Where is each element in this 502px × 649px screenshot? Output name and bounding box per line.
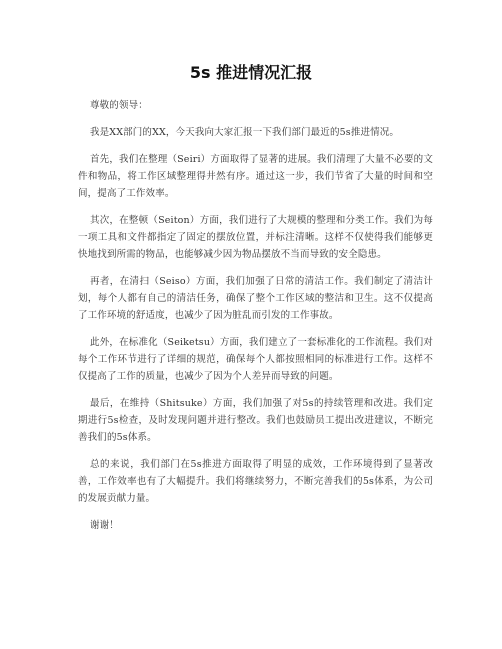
closing-thanks: 谢谢！ <box>90 520 119 531</box>
seiso-paragraph: 再者，在清扫（Seiso）方面，我们加强了日常的清洁工作。我们制定了清洁计划，每个人都有自己的清洁任务，确保了整个工作区域的整洁和卫生。这不仅提高了工作环境的舒适度，也减少了因为脏乱而引发的工作事故。 <box>78 276 433 321</box>
seiton-paragraph: 其次，在整顿（Seiton）方面，我们进行了大规模的整理和分类工作。我们为每一项工具和文件都指定了固定的摆放位置，并标注清晰。这样不仅使得我们能够更快地找到所需的物品，也能够减少因为物品摆放不当而导致的安全隐患。 <box>78 215 433 260</box>
summary-paragraph: 总的来说，我们部门在5s推进方面取得了明显的成效，工作环境得到了显著改善，工作效率也有了大幅提升。我们将继续努力，不断完善我们的5s体系，为公司的发展贡献力量。 <box>78 459 433 504</box>
document-body <box>78 97 433 544</box>
intro-paragraph: 我是XX部门的XX，今天我向大家汇报一下我们部门最近的5s推进情况。 <box>90 127 400 138</box>
shitsuke-paragraph: 最后，在维持（Shitsuke）方面，我们加强了对5s的持续管理和改进。我们定期进行5s检查，及时发现问题并进行整改。我们也鼓励员工提出改进建议，不断完善我们的5s体系。 <box>78 398 433 443</box>
document-title: 5s 推进情况汇报 <box>189 63 313 82</box>
seiketsu-paragraph: 此外，在标准化（Seiketsu）方面，我们建立了一套标准化的工作流程。我们对每个工作环节进行了详细的规范，确保每个人都按照相同的标准进行工作。这样不仅提高了工作的质量，也减少了因为个人差异而导致的问题。 <box>78 337 433 382</box>
seiri-paragraph: 首先，我们在整理（Seiri）方面取得了显著的进展。我们清理了大量不必要的文件和物品，将工作区域整理得井然有序。通过这一步，我们节省了大量的时间和空间，提高了工作效率。 <box>78 154 433 199</box>
salutation: 尊敬的领导： <box>90 100 148 111</box>
